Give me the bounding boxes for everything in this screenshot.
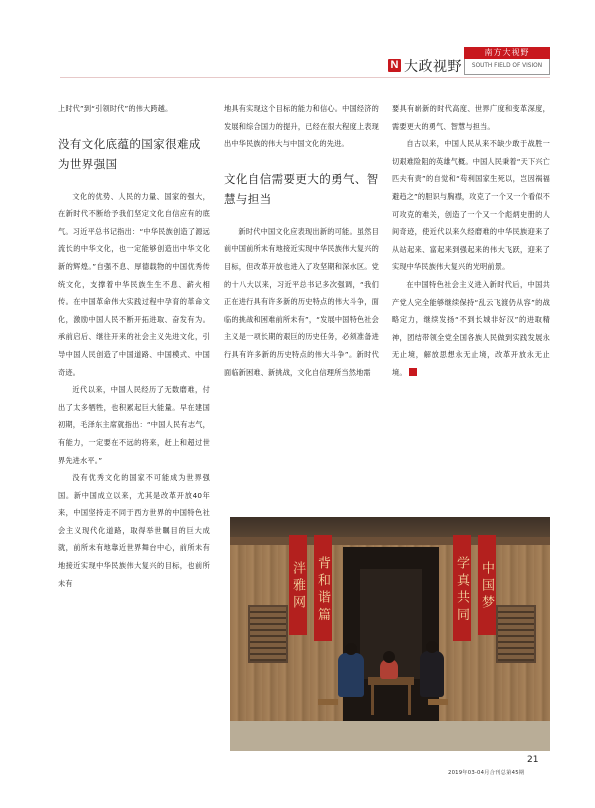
- logo-letter: N: [390, 59, 399, 71]
- paragraph-continued: 地具有实现这个目标的能力和信心。中国经济的发展和综合国力的提升，已经在很大程度上表现出中华民族的伟大与中国文化的先进。: [224, 104, 379, 149]
- photo-beam: [230, 537, 550, 545]
- photo-window-right: [496, 605, 536, 663]
- photo-head: [426, 641, 438, 653]
- badge-en: SOUTH FIELD OF VISION: [464, 59, 550, 75]
- paragraph: 文化的优势、人民的力量、国家的强大，在新时代不断给予我们坚定文化自信应有的底气。习近平总书记指出：“中华民族创造了源远流长的中华文化，也一定能够创造出中华文化新的辉煌。”自强不息、厚德载物的中国优秀传统文化，支撑着中华民族生生不息、薪火相传。在中国革命伟大实践过程中孕育的革命文化，激励中国人民不断开拓进取、奋发有为。承前启后、继往开来的社会主义先进文化，引导中国人民创造了中国道路、中国模式、中国奇迹。: [58, 191, 210, 377]
- couplet-left-outer: 泮 雅 网: [289, 535, 307, 635]
- column-3: [392, 100, 550, 382]
- photo-head: [345, 643, 357, 655]
- photo-stool: [318, 699, 338, 705]
- paragraph: 没有优秀文化的国家不可能成为世界强国。新中国成立以来，尤其是改革开放40年来，中国坚持走不同于西方世界的中国特色社会主义现代化道路，取得举世瞩目的巨大成就，前所未有地靠近世界舞台中心，前所未有地接近实现中华民族伟大复兴的目标，也前所未有: [58, 473, 210, 588]
- photo-stool: [428, 699, 448, 705]
- photo-table-leg: [408, 685, 411, 715]
- paragraph: 自古以来，中国人民从来不缺少敢于战胜一切艰难险阻的英雄气概。中国人民秉着“天下兴亡匹夫有责”的自觉和“苟利国家生死以，岂因祸福避趋之”的胆识与胸襟，攻克了一个又一个看似不可攻克的难关，创造了一个又一个彪炳史册的人间奇迹，使近代以来久经磨难的中华民族迎来了从站起来、富起来到强起来的伟大飞跃，迎来了实现中华民族伟大复兴的光明前景。: [392, 139, 550, 272]
- section-title: 大政视野: [404, 59, 462, 75]
- column-2: [224, 100, 379, 381]
- column-1: [58, 100, 210, 592]
- section-heading-1: 没有文化底蕴的国家很难成为世界强国: [58, 136, 201, 171]
- section-heading-2: 文化自信需要更大的勇气、智慧与担当: [224, 171, 379, 206]
- paragraph: 新时代中国文化应表现出新的可能。虽然目前中国前所未有地接近实现中华民族伟大复兴的目标，但改革开放也进入了攻坚期和深水区。党的十八大以来，习近平总书记多次强调，“我们正在进行具有许多新的历史特点的伟大斗争，面临的挑战和困难前所未有”，“发展中国特色社会主义是一项长期的艰巨的历史任务，必须准备进行具有许多新的历史特点的伟大斗争”。新时代面临新困难、新挑战，文化自信理所当然地需: [224, 226, 379, 377]
- issue-info: 2019年03-04月合刊总第45期: [448, 770, 525, 776]
- couplet-left-inner: 背 和 谐 篇: [314, 535, 332, 641]
- photo-child: [338, 653, 364, 697]
- header-divider: [60, 77, 550, 78]
- page-number: 21: [527, 755, 539, 765]
- magazine-badge: [464, 47, 550, 76]
- badge-cn: 南方大视野: [464, 47, 550, 59]
- paragraph: [392, 276, 550, 382]
- photo-head: [383, 651, 395, 663]
- paragraph-continued: 上时代”到“引领时代”的伟大跨越。: [58, 104, 173, 113]
- photo-floor: [230, 721, 550, 751]
- photo-table-leg: [371, 685, 374, 715]
- photo-window-left: [248, 605, 288, 663]
- couplet-right-inner: 学 真 共 同: [453, 535, 471, 641]
- paragraph: 近代以来，中国人民经历了无数磨难，付出了太多牺牲，也积累起巨大能量。早在建国初期，毛泽东主席就指出：“中国人民有志气，有能力，一定要在不远的将来，赶上和超过世界先进水平。”: [58, 385, 210, 465]
- article-photo: [230, 517, 550, 751]
- paragraph-continued: 要具有崭新的时代高度、世界广度和变革深度，需要更大的勇气、智慧与担当。: [392, 104, 550, 131]
- magazine-logo-icon: [388, 59, 401, 72]
- photo-woman: [420, 651, 444, 697]
- end-mark-icon: [409, 368, 417, 376]
- paragraph-text: 在中国特色社会主义进入新时代后，中国共产党人完全能够继续保持“乱云飞渡仍从容”的战略定力，继续发扬“不到长城非好汉”的进取精神，团结带领全党全国各族人民做到实践发展永无止境，解放思想永无止境，改革开放永无止境。: [392, 279, 550, 377]
- photo-roof: [230, 517, 550, 539]
- couplet-right-outer: 中 国 梦: [478, 535, 496, 635]
